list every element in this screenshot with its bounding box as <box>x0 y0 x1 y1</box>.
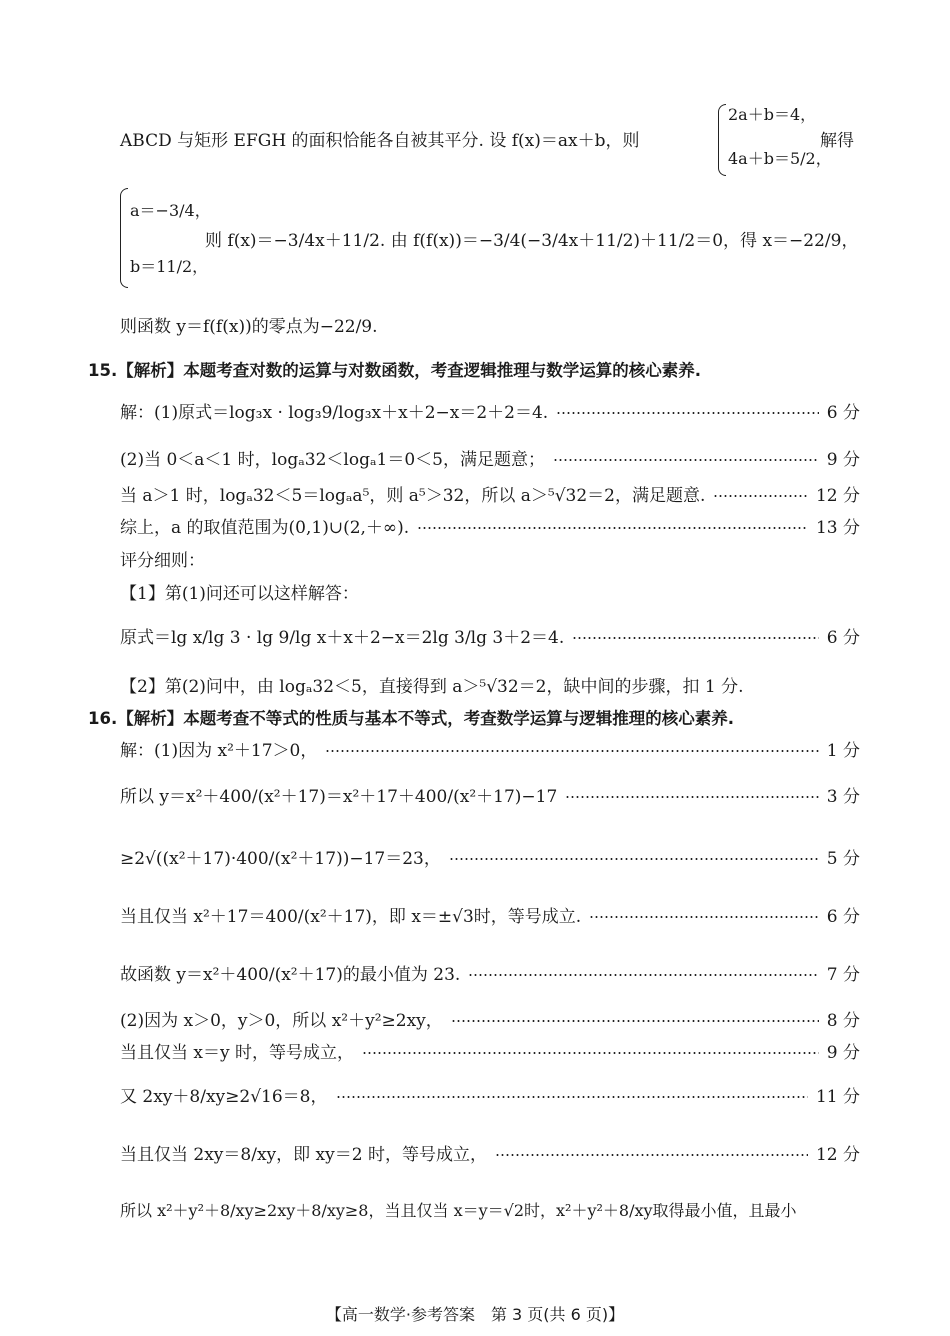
score: 1 分 <box>826 741 860 761</box>
q15-rules-title: 评分细则： <box>120 551 205 571</box>
leader-dots <box>449 858 819 860</box>
leader-dots <box>556 412 819 414</box>
leader-dots <box>553 459 819 461</box>
solution-line-1: ABCD 与矩形 EFGH 的面积恰能各自被其平分. 设 f(x)＝ax＋b，则 解得 <box>120 131 854 151</box>
score: 6 分 <box>826 403 860 423</box>
solution-line-3: 则函数 y＝f(f(x))的零点为−22/9. <box>120 317 378 337</box>
q15-rule-1-calc: 原式＝lg x/lg 3 · lg 9/lg x＋x＋2−x＝2lg 3/lg 3＋2＝4. 6 分 <box>120 628 860 648</box>
score: 5 分 <box>826 849 860 869</box>
q16-step-9: 当且仅当 2xy＝8/xy，即 xy＝2 时，等号成立， 12 分 <box>120 1145 860 1165</box>
leader-dots <box>565 796 818 798</box>
score: 13 分 <box>815 518 860 538</box>
q15-step-2: (2)当 0＜a＜1 时，logₐ32＜logₐ1＝0＜5，满足题意； 9 分 <box>120 450 860 470</box>
leader-dots <box>468 974 818 976</box>
leader-dots <box>362 1052 819 1054</box>
q16-step-6: (2)因为 x＞0，y＞0，所以 x²＋y²≥2xy， 8 分 <box>120 1011 860 1031</box>
score: 8 分 <box>826 1011 860 1031</box>
leader-dots <box>589 916 819 918</box>
solution-line-1-tail: 解得 <box>820 131 854 151</box>
solution-a: a＝−3/4， <box>130 201 211 220</box>
q15-step-1: 解：(1)原式＝log₃x · log₃9/log₃x＋x＋2−x＝2＋2＝4. 6 分 <box>120 403 860 423</box>
score: 6 分 <box>826 628 860 648</box>
leader-dots <box>417 527 808 529</box>
q16-step-2: 所以 y＝x²＋400/(x²＋17)＝x²＋17＋400/(x²＋17)−17 3 分 <box>120 787 860 807</box>
score: 11 分 <box>815 1087 860 1107</box>
q15-step-3: 当 a＞1 时，logₐ32＜5＝logₐa⁵，则 a⁵＞32，所以 a＞⁵√32＝2，满足题意. 12 分 <box>120 486 860 506</box>
score: 6 分 <box>826 907 860 927</box>
q16-step-8: 又 2xy＋8/xy≥2√16＝8， 11 分 <box>120 1087 860 1107</box>
q16-step-3: ≥2√((x²＋17)·400/(x²＋17))−17＝23， 5 分 <box>120 849 860 869</box>
score: 9 分 <box>826 450 860 470</box>
page-footer: 【高一数学·参考答案 第 3 页(共 6 页)】 <box>325 1305 625 1324</box>
solution-brace <box>120 188 128 288</box>
score: 12 分 <box>815 486 860 506</box>
leader-dots <box>495 1154 808 1156</box>
score: 7 分 <box>826 965 860 985</box>
q16-step-10: 所以 x²＋y²＋8/xy≥2xy＋8/xy≥8，当且仅当 x＝y＝√2时，x²＋y²＋8/xy取得最小值，且最小 <box>120 1201 797 1220</box>
leader-dots <box>325 750 818 752</box>
q16-step-5: 故函数 y＝x²＋400/(x²＋17)的最小值为 23. 7 分 <box>120 965 860 985</box>
q15-rule-1: 【1】第(1)问还可以这样解答： <box>120 584 359 604</box>
q15-step-4: 综上，a 的取值范围为(0,1)∪(2,＋∞). 13 分 <box>120 518 860 538</box>
solution-b: b＝11/2， <box>130 257 209 276</box>
leader-dots <box>336 1096 808 1098</box>
q15-header: 15.【解析】本题考查对数的运算与对数函数，考查逻辑推理与数学运算的核心素养. <box>88 361 701 380</box>
q16-step-1: 解：(1)因为 x²＋17＞0， 1 分 <box>120 741 860 761</box>
q15-rule-2: 【2】第(2)问中，由 logₐ32＜5，直接得到 a＞⁵√32＝2，缺中间的步骤，扣 1 分. <box>120 677 744 697</box>
system-equation-1: 2a＋b＝4， <box>728 105 817 124</box>
solution-line-2: 则 f(x)＝−3/4x＋11/2. 由 f(f(x))＝−3/4(−3/4x＋11/2)＋11/2＝0，得 x＝−22/9， <box>205 231 859 251</box>
leader-dots <box>451 1020 819 1022</box>
score: 9 分 <box>826 1043 860 1063</box>
leader-dots <box>572 637 819 639</box>
score: 3 分 <box>826 787 860 807</box>
leader-dots <box>713 495 808 497</box>
system-equation-2: 4a＋b＝5/2， <box>728 149 832 168</box>
q16-step-4: 当且仅当 x²＋17＝400/(x²＋17)，即 x＝±√3时，等号成立. 6 分 <box>120 907 860 927</box>
q16-header: 16.【解析】本题考查不等式的性质与基本不等式，考查数学运算与逻辑推理的核心素养. <box>88 709 734 728</box>
score: 12 分 <box>815 1145 860 1165</box>
q16-step-7: 当且仅当 x＝y 时，等号成立， 9 分 <box>120 1043 860 1063</box>
